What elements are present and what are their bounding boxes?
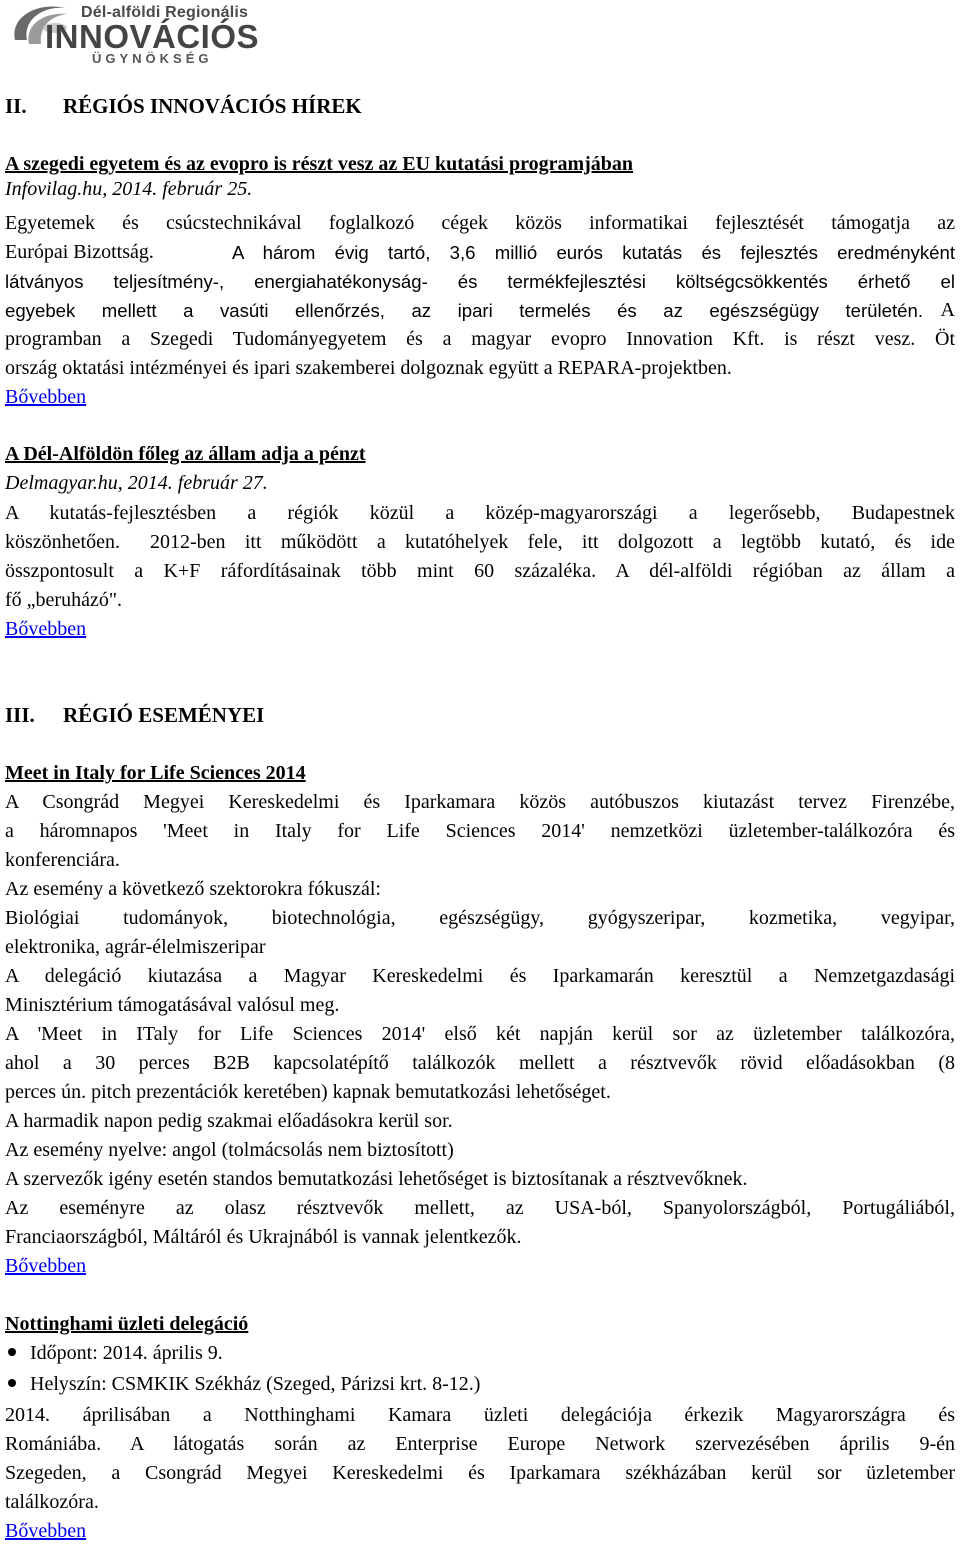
article-2-2-line: A kutatás-fejlesztésben a régiók közül a közép-magyarországi a legerősebb, Budapestnek xyxy=(5,502,955,524)
bullet-text: Helyszín: CSMKIK Székház (Szeged, Párizsi krt. 8-12.) xyxy=(30,1373,481,1395)
article-3-1-line: perces ún. pitch prezentációk keretében) kapnak bemutatkozási lehetőséget. xyxy=(5,1081,611,1103)
article-2-2-more-link[interactable]: Bővebben xyxy=(5,618,87,640)
article-2-1-line: látványos teljesítmény-, energiahatékonyság- és termékfejlesztési költségcsökkentés érhető el xyxy=(5,271,955,292)
article-3-2-title: Nottinghami üzleti delegáció xyxy=(5,1313,249,1335)
article-3-1-line: a háromnapos 'Meet in Italy for Life Sciences 2014' nemzetközi üzletember-találkozóra és xyxy=(5,820,955,842)
article-2-1-source: Infovilag.hu, 2014. február 25. xyxy=(5,178,253,200)
article-3-1-line: elektronika, agrár-élelmiszeripar xyxy=(5,936,266,958)
agency-logo xyxy=(5,0,295,70)
article-2-1-text: A xyxy=(940,299,955,321)
list-item xyxy=(5,1342,223,1365)
article-3-2-line: 2014. áprilisában a Notthinghami Kamara üzleti delegációja érkezik Magyarországra és xyxy=(5,1404,955,1426)
article-2-1-title: A szegedi egyetem és az evopro is részt vesz az EU kutatási programjában xyxy=(5,153,634,175)
article-2-1-more-link[interactable]: Bővebben xyxy=(5,386,87,408)
article-3-1-line: A harmadik napon pedig szakmai előadásokra kerül sor. xyxy=(5,1110,453,1132)
article-3-1-line: A Csongrád Megyei Kereskedelmi és Iparkamara közös autóbuszos kiutazást tervez Firenzébe, xyxy=(5,791,955,813)
section-3-title: RÉGIÓ ESEMÉNYEI xyxy=(63,703,265,727)
article-3-2-line: találkozóra. xyxy=(5,1491,99,1513)
section-3-heading xyxy=(5,703,264,728)
article-3-1-line: Franciaországból, Máltáról és Ukrajnából is vannak jelentkezők. xyxy=(5,1226,522,1248)
article-2-2-line: összpontosult a K+F ráfordításainak több mint 60 százaléka. A dél-alföldi régióban az állam a xyxy=(5,560,955,582)
article-3-1-line: A szervezők igény esetén standos bemutatkozási lehetőséget is biztosítanak a résztvevőknek. xyxy=(5,1168,748,1190)
article-2-2-source: Delmagyar.hu, 2014. február 27. xyxy=(5,472,268,494)
article-3-2-line: Szegeden, a Csongrád Megyei Kereskedelmi és Iparkamara székházában kerül sor üzletember xyxy=(5,1462,955,1484)
article-2-1-text-sans: A három évig tartó, 3,6 millió eurós kutatás és fejlesztés eredményként xyxy=(232,242,955,263)
article-2-1-line: ország oktatási intézményei és ipari szakemberei dolgoznak együtt a REPARA-projektben. xyxy=(5,357,732,379)
article-2-2-line-combined xyxy=(5,528,955,557)
article-2-1-line: programban a Szegedi Tudományegyetem és a magyar evopro Innovation Kft. is részt vesz. Öt xyxy=(5,328,955,350)
list-item xyxy=(5,1373,480,1396)
section-2-number: II. xyxy=(5,94,27,118)
section-2-title: RÉGIÓS INNOVÁCIÓS HÍREK xyxy=(63,94,362,118)
article-2-1-line: Egyetemek és csúcstechnikával foglalkozó cégek közös informatikai fejlesztését támogatja az xyxy=(5,212,955,234)
article-3-1-more-link[interactable]: Bővebben xyxy=(5,1255,87,1277)
article-3-2-more-link[interactable]: Bővebben xyxy=(5,1520,87,1542)
article-2-2-title: A Dél-Alföldön főleg az állam adja a pénzt xyxy=(5,443,366,465)
article-2-2-text: köszönhetően. xyxy=(5,531,120,553)
logo-line-2: INNOVÁCIÓS xyxy=(45,18,260,55)
logo-line-1: Dél-alföldi Regionális xyxy=(81,4,249,21)
article-2-1-line-combined xyxy=(5,238,955,267)
bullet-icon xyxy=(8,1379,16,1387)
article-3-1-line: Az esemény a következő szektorokra fókuszál: xyxy=(5,878,381,900)
bullet-text: Időpont: 2014. április 9. xyxy=(30,1342,223,1364)
article-3-2-line: Romániába. A látogatás során az Enterprise Europe Network szervezésében április 9-én xyxy=(5,1433,955,1455)
section-2-heading xyxy=(5,94,362,119)
article-2-1-text: Európai Bizottság. xyxy=(5,241,154,263)
article-2-2-line: fő „beruházó". xyxy=(5,589,122,611)
article-2-2-text: 2012-ben itt működött a kutatóhelyek fele, itt dolgozott a legtöbb kutató, és ide xyxy=(150,531,955,553)
article-3-1-line: Az eseményre az olasz résztvevők mellett, az USA-ból, Spanyolországból, Portugáliából, xyxy=(5,1197,955,1219)
article-3-1-line: A 'Meet in ITaly for Life Sciences 2014' első két napján kerül sor az üzletember találkozóra, xyxy=(5,1023,955,1045)
logo-line-3: ÜGYNÖKSÉG xyxy=(92,51,213,66)
article-3-1-line: A delegáció kiutazása a Magyar Kereskedelmi és Iparkamarán keresztül a Nemzetgazdasági xyxy=(5,965,955,987)
article-2-1-text-sans: egyebek mellett a vasúti ellenőrzés, az ipari termelés és az egészségügy területén. xyxy=(5,300,923,321)
article-3-1-line: Minisztérium támogatásával valósul meg. xyxy=(5,994,340,1016)
article-3-1-line: Biológiai tudományok, biotechnológia, egészségügy, gyógyszeripar, kozmetika, vegyipar, xyxy=(5,907,955,929)
section-3-number: III. xyxy=(5,703,35,727)
bullet-icon xyxy=(8,1348,16,1356)
article-3-1-line: Az esemény nyelve: angol (tolmácsolás nem biztosított) xyxy=(5,1139,454,1161)
article-3-1-line: ahol a 30 perces B2B kapcsolatépítő találkozók mellett a résztvevők rövid előadásokban (8 xyxy=(5,1052,955,1074)
article-3-1-title: Meet in Italy for Life Sciences 2014 xyxy=(5,762,306,784)
article-3-1-line: konferenciára. xyxy=(5,849,120,871)
